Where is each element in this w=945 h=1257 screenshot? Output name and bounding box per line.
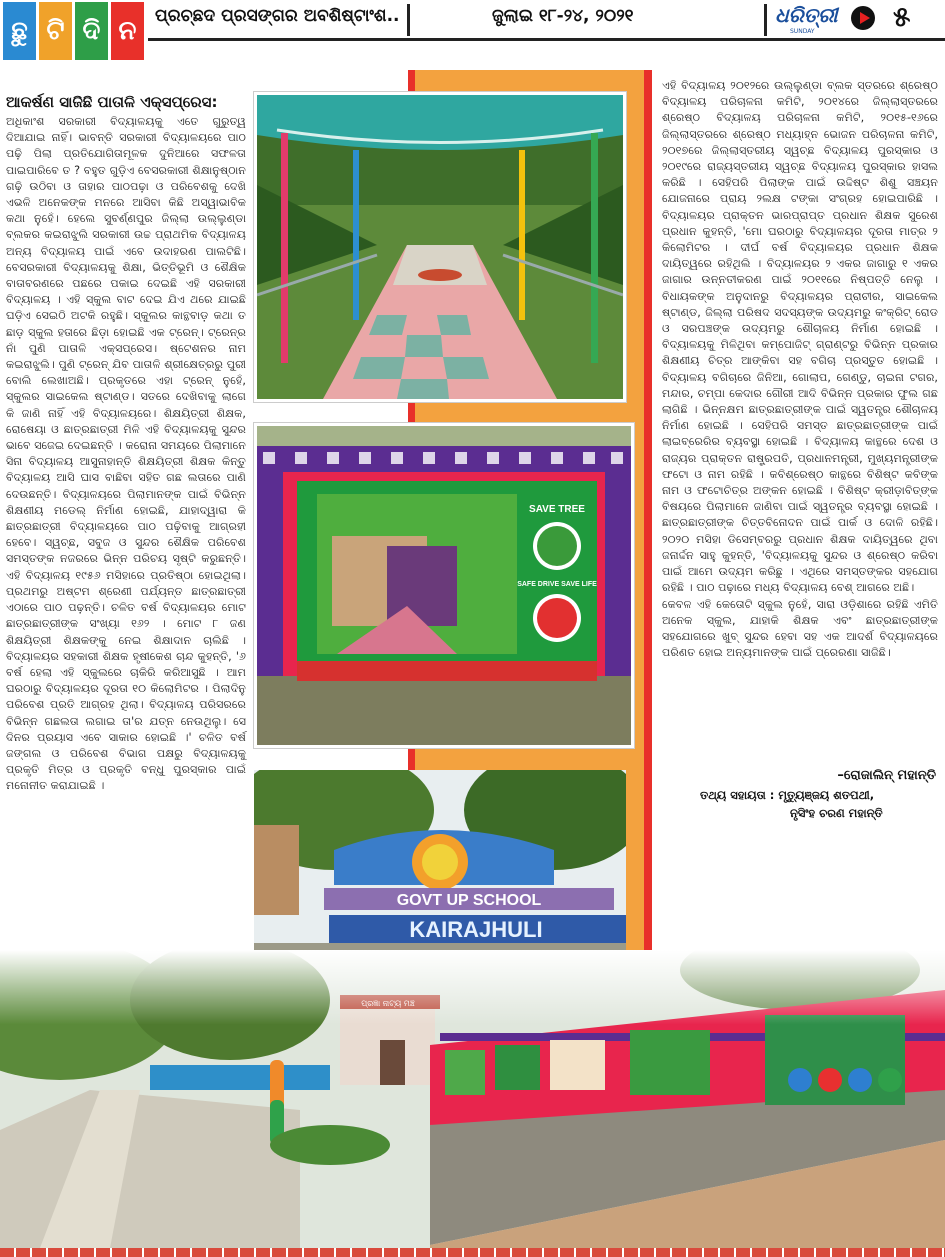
masthead-letter-3: ଦି <box>75 2 108 60</box>
bottom-border <box>0 1248 945 1257</box>
author-byline: –ରୋଜାଲିନ୍ ମହାନ୍ତି <box>837 768 936 783</box>
article-subheading: ଆକର୍ଷଣ ସାଜିଛି ପାତାଳି ଏକ୍ସପ୍ରେସ: <box>6 93 218 111</box>
credit-line-2: ନୃସିଂହ ଚରଣ ମହାନ୍ତି <box>790 806 883 820</box>
accent-strip-red-right <box>644 70 652 995</box>
right-body-text-closing: କେବଳ ଏହି କେତୋଟି ସ୍କୁଲ ନୁହେଁ, ସାରା ଓଡ଼ିଶାରେ ରହିଛି ଏମିତି ଅନେକ ସ୍କୁଲ, ଯାହାକି ଶିକ୍ଷକ ଏବଂ ଛାତ୍ରଛାତ୍ରୀଙ୍କ ସହଯୋଗରେ ଖୁବ୍ ସୁନ୍ଦର ହେବା ସହ ଏକ ଆଦର୍ଶ ବିଦ୍ୟାଳୟରେ ପରିଣତ ହୋଇ ଅନ୍ୟମାନଙ୍କ ପାଇଁ ପ୍ରେରଣା ସାଜିଛି। <box>662 597 938 660</box>
header-divider <box>407 4 410 36</box>
page-header <box>0 0 945 62</box>
photo-covered-walkway <box>254 92 626 402</box>
brand-subtitle: SUNDAY <box>790 28 815 35</box>
mural-save-tree-text: SAVE TREE <box>529 504 585 515</box>
issue-date: ଜୁଲାଇ ୧୮-୨୪, ୨୦୨୧ <box>492 6 634 26</box>
page-number: ୫ <box>893 0 911 33</box>
left-column <box>6 92 246 795</box>
photo-painted-mural-wall <box>254 423 634 748</box>
credit-line-1: ତଥ୍ୟ ସହାୟତା : ମୃତ୍ୟୁଞ୍ଜୟ ଶତପଥୀ, <box>700 788 875 802</box>
header-divider <box>764 4 767 36</box>
play-icon <box>851 6 875 30</box>
masthead-letter-1: ଛୁ <box>3 2 36 60</box>
gate-sign-line2: KAIRAJHULI <box>409 917 543 942</box>
header-rule <box>148 38 945 41</box>
gate-sign-line1: GOVT UP SCHOOL <box>396 892 542 909</box>
masthead-letter-4: ନ <box>111 2 144 60</box>
left-body-text: ଅଧିକାଂଶ ସରକାରୀ ବିଦ୍ୟାଳୟକୁ ଏତେ ଗୁରୁତ୍ୱ ଦିଆଯାଇ ନାହିଁ। ଭାବନ୍ତି ସରକାରୀ ବିଦ୍ୟାଳୟରେ ପାଠ ପଢ଼ି ପିଲା ପ୍ରତିଯୋଗିତାମୂଳକ ଦୁନିଆରେ ସଫଳତା ପାଇପାରିବେ ତ ? ବହୁତ ଗୁଡ଼ିଏ ବେସରକାରୀ ଶିକ୍ଷାନୁଷ୍ଠାନ ଗଢ଼ି ଉଠିବା ଓ ତାହାର ପାଠପଢ଼ା ଓ ପରିବେଶକୁ ଦେଖି ଏଭଳି ଅନେକଙ୍କ ମନରେ ଆସିବା କିଛି ଅସ୍ୱାଭାବିକ କଥା ନୁହେଁ। ହେଲେ ସୁବର୍ଣ୍ଣପୁର ଜିଲ୍ଲା ଉଲ୍ଲୁଣ୍ଡା ବ୍ଲକର କଇରାଝୁଲି ସରକାରୀ ଉଚ୍ଚ ପ୍ରାଥମିକ ବିଦ୍ୟାଳୟ ଅନ୍ୟ ବିଦ୍ୟାଳୟ ପାଇଁ ଏବେ ଉଦାହରଣ ପାଲଟିଛି। ବେସରକାରୀ ବିଦ୍ୟାଳୟକୁ ଶିକ୍ଷା, ଭିତ୍ତିଭୂମି ଓ ଶୈକ୍ଷିକ ବାତାବରଣରେ ପଛରେ ପକାଇ ଦେଇଛି ଏହି ସରକାରୀ ବିଦ୍ୟାଳୟ । ଏହି ସ୍କୁଲ ବାଟ ଦେଇ ଯିଏ ଥରେ ଯାଇଛି ଘଡ଼ିଏ ସେଇଠି ଅଟକି ରହୁଛି। ସ୍କୁଲର କାନ୍ଥବାଡ଼ କଥା ତ ଛାଡ଼ ସ୍କୁଲ ହତାରେ ଛିଡ଼ା ହୋଇଛି ଏକ ଟ୍ରେନ୍। ଟ୍ରେନ୍‌ର ନାଁ ପୁଣି ପାତାଳି ଏକ୍ସପ୍ରେସ। ଷ୍ଟେଶନର ନାମ କଇରାଝୁଲି। ପୁଣି ଟ୍ରେନ୍ ଯିବ ପାତାଳି ଶ୍ରୀକ୍ଷେତ୍ରରୁ ପୁରୀ ବୋଲି ଲେଖାଅଛି। ପ୍ରକୃତରେ ଏହା ଟ୍ରେନ୍ ନୁହେଁ, ସ୍କୁଲର ସାଇକେଲ ଷ୍ଟାଣ୍ଡ। ସତରେ ଦେଖିବାକୁ ଲାଗେ କି ଜାଣି ନାହିଁ ଏହି ବିଦ୍ୟାଳୟରେ। ଶିକ୍ଷୟିତ୍ରୀ ଶିକ୍ଷକ, ରୋଷେୟା ଓ ଛାତ୍ରଛାତ୍ରୀ ମିଳି ଏହି ବିଦ୍ୟାଳୟକୁ ସୁନ୍ଦର ଭାବେ ସଜେଇ ଦେଇଛନ୍ତି । କରୋନା ସମୟରେ ପିଲାମାନେ ସିନା ବିଦ୍ୟାଳୟ ଆସୁନାହାନ୍ତି ଶିକ୍ଷୟିତ୍ରୀ ଶିକ୍ଷକ କିନ୍ତୁ ବିଦ୍ୟାଳୟ ଆସି ଘାସ ବାଛିବା ସହିତ ଗଛ ଲତାରେ ପାଣି ଦେଉଛନ୍ତି। ବିଦ୍ୟାଳୟରେ ପିଲାମାନଙ୍କ ପାଇଁ ବିଭିନ୍ନ ଶିକ୍ଷଣୀୟ ମଡେଲ୍ ନିର୍ମାଣ ହୋଇଛି, ଯାହାଦ୍ୱାରା କି ଛାତ୍ରଛାତ୍ରୀ ବିଦ୍ୟାଳୟରେ ପାଠ ପଢ଼ିବାକୁ ଆଗ୍ରହୀ ହେବେ। ସ୍ୱଚ୍ଛ, ସବୁଜ ଓ ସୁନ୍ଦର ଶୈକ୍ଷିକ ପରିବେଶ ସମସ୍ତଙ୍କ ନଜରରେ ଭିନ୍ନ ପରିଚୟ ସୃଷ୍ଟି କରୁଛନ୍ତି। ଏହି ବିଦ୍ୟାଳୟ ୧୯୫୬ ମସିହାରେ ପ୍ରତିଷ୍ଠା ହୋଇଥିଲା। ପ୍ରଥମରୁ ଅଷ୍ଟମ ଶ୍ରେଣୀ ପର୍ଯ୍ୟନ୍ତ ଛାତ୍ରଛାତ୍ରୀ ଏଠାରେ ପାଠ ପଢ଼ନ୍ତି। ଚଳିତ ବର୍ଷ ବିଦ୍ୟାଳୟର ମୋଟ ଛାତ୍ରଛାତ୍ରୀଙ୍କ ସଂଖ୍ୟା ୧୬୨ । ମୋଟ ୮ ଜଣ ଶିକ୍ଷୟିତ୍ରୀ ଶିକ୍ଷକଙ୍କୁ ନେଇ ଶିକ୍ଷାଦାନ ଚାଲିଛି । ବିଦ୍ୟାଳୟର ସହକାରୀ ଶିକ୍ଷକ ହୃଷୀକେଶ ଚାନ୍ଦ କୁହନ୍ତି, '୬ ବର୍ଷ ହେଲା ଏହି ସ୍କୁଲରେ ଚାକିରି କରିଆସୁଛି । ଆମ ଘରଠାରୁ ବିଦ୍ୟାଳୟର ଦୂରତା ୧୦ କିଲୋମିଟର । ପିଲାଦିନୁ ପରିବେଶ ପ୍ରତି ଆଗ୍ରହ ଥିଲା। ବିଦ୍ୟାଳୟ ପରିସରରେ ବିଭିନ୍ନ ଗଛଲତା ଲଗାଇ ତା'ର ଯତ୍ନ ନେଉଥିଲୁ। ସେ ଦିନର ପ୍ରୟାସ ଏବେ ସାକାର ହୋଇଛି ।' ଚଳିତ ବର୍ଷ ଜଙ୍ଗଲ ଓ ପରିବେଶ ବିଭାଗ ପକ୍ଷରୁ ବିଦ୍ୟାଳୟକୁ ପ୍ରକୃତି ମିତ୍ର ଓ ପ୍ରକୃତି ବନ୍ଧୁ ପୁରସ୍କାର ପାଇଁ ମନୋନୀତ କରାଯାଇଛି । <box>6 115 246 793</box>
brand-logo: ଧରିତ୍ରୀ <box>775 3 838 27</box>
mural-safe-drive-text: SAFE DRIVE SAVE LIFE <box>517 581 597 588</box>
right-body-text: ଏହି ବିଦ୍ୟାଳୟ ୨୦୧୨ରେ ଉଲ୍ଲୁଣ୍ଡା ବ୍ଲକ ସ୍ତରରେ ଶ୍ରେଷ୍ଠ ବିଦ୍ୟାଳୟ ପରିଚାଳନା କମିଟି, ୨୦୧୪ରେ ଜିଲ୍ଲାସ୍ତରରେ ଶ୍ରେଷ୍ଠ ବିଦ୍ୟାଳୟ ପରିଚାଳନା କମିଟି, ୨୦୧୫-୧୬ରେ ଜିଲ୍ଲାସ୍ତରରେ ଶ୍ରେଷ୍ଠ ମଧ୍ୟାହ୍ନ ଭୋଜନ ପରିଚାଳନା କମିଟି, ୨୦୧୭ରେ ଜିଲ୍ଲାସ୍ତରୀୟ ସ୍ୱଚ୍ଛ ବିଦ୍ୟାଳୟ ପୁରସ୍କାର ଓ ୨୦୧୯ରେ ରାଜ୍ୟସ୍ତରୀୟ ସ୍ୱଚ୍ଛ ବିଦ୍ୟାଳୟ ପୁରସ୍କାର ହାସଲ କରିଛି । ସେହିପରି ପିଲାଙ୍କ ପାଇଁ ଉଦ୍ଦିଷ୍ଟ ଶିଶୁ ସଞ୍ଚୟନ ଯୋଜନାରେ ପ୍ରାୟ ୨ଲକ୍ଷ ଟଙ୍କା ସଂଗ୍ରହ ହୋଇପାରିଛି । ବିଦ୍ୟାଳୟର ପ୍ରାକ୍ତନ ଭାରପ୍ରାପ୍ତ ପ୍ରଧାନ ଶିକ୍ଷକ ସୁରେଶ ପ୍ରଧାନ କୁହନ୍ତି, 'ମୋ ଘରଠାରୁ ବିଦ୍ୟାଳୟର ଦୂରତା ମାତ୍ର ୨ କିଲୋମିଟର । ଦୀର୍ଘ ବର୍ଷ ବିଦ୍ୟାଳୟର ପ୍ରଧାନ ଶିକ୍ଷକ ଦାୟିତ୍ୱରେ ରହିଥିଲି । ବିଦ୍ୟାଳୟର ୨ ଏକର ଜାଗାରୁ ୧ ଏକର ଜାଗାର ଉନ୍ନତୀକରଣ ପାଇଁ ୨୦୧୧ରେ ନିଷ୍ପତ୍ତି ନେଲୁ । ବିଧାୟକଙ୍କ ଅନୁଦାନରୁ ବିଦ୍ୟାଳୟର ପ୍ରାଚୀର, ସାଇକେଲ ଷ୍ଟାଣ୍ଡ, ଜିଲ୍ଲା ପରିଷଦ ସଦସ୍ୟଙ୍କ ଉଦ୍ୟମରୁ କଂକ୍ରିଟ୍ ରୋଡ ଓ ସରପଞ୍ଚଙ୍କ ଉଦ୍ୟମରୁ ଶୌଚାଳୟ ନିର୍ମାଣ ହୋଇଛି । ବିଦ୍ୟାଳୟକୁ ମିଳିଥିବା କମ୍ପୋଜିଟ୍ ଗ୍ରାଣ୍ଟରୁ ବିଭିନ୍ନ ପ୍ରକାର ଶିକ୍ଷଣୀୟ ଚିତ୍ର ଆଙ୍କିବା ସହ ବଗିଚା ପ୍ରସ୍ତୁତ ହୋଇଛି । ବିଦ୍ୟାଳୟ ବଗିଚାରେ ଜିନିଆ, ଗୋଲାପ, ଗେଣ୍ଡୁ, ଚାଇନା ଟଗର, ମନ୍ଦାର, ଚମ୍ପା କେଦାର ଗୌରୀ ଆଦି ବିଭିନ୍ନ ପ୍ରକାର ଫୁଲ ଗଛ ଲାଗିଛି । ଭିନ୍ନକ୍ଷମ ଛାତ୍ରଛାତ୍ରୀଙ୍କ ପାଇଁ ସ୍ୱତନ୍ତ୍ର ଶୌଚାଳୟ ନିର୍ମାଣ ହୋଇଛି । ସେହିପରି ସମସ୍ତ ଛାତ୍ରଛାତ୍ରୀଙ୍କ ପାଇଁ ଲାଇବ୍ରେରିର ବ୍ୟବସ୍ଥା ହୋଇଛି । ବିଦ୍ୟାଳୟ କାନ୍ଥରେ ଦେଶ ଓ ରାଜ୍ୟର ପ୍ରାକ୍ତନ ରାଷ୍ଟ୍ରପତି, ପ୍ରଧାନମନ୍ତ୍ରୀ, ମୁଖ୍ୟମନ୍ତ୍ରୀଙ୍କ ଫଟୋ ଓ ନାମ ରହିଛି । କବିଶ୍ରେଷ୍ଠ କାନ୍ଥରେ ବିଶିଷ୍ଟ କବିଙ୍କ ନାମ ଓ ଫଟୋଚିତ୍ର ଅଙ୍କନ ହୋଇଛି । ବିଶିଷ୍ଟ କ୍ରୀଡ଼ାବିତ୍‌ଙ୍କ ବିଷୟରେ ପିଲାମାନେ ଜାଣିବା ପାଇଁ ସ୍ୱତନ୍ତ୍ର ବ୍ୟବସ୍ଥା ହୋଇଛି । ଛାତ୍ରଛାତ୍ରୀଙ୍କ ଚିତ୍ତବିନୋଦନ ପାଇଁ ପାର୍କ ଓ ଦୋଳି ରହିଛି। ୨୦୨୦ ମସିହା ଡିସେମ୍ବରରୁ ପ୍ରଧାନ ଶିକ୍ଷକ ଦାୟିତ୍ୱରେ ଥିବା ଜନାର୍ଦ୍ଦନ ସାହୁ କୁହନ୍ତି, 'ବିଦ୍ୟାଳୟକୁ ସୁନ୍ଦର ଓ ଶ୍ରେଷ୍ଠ କରିବା ପାଇଁ ଆମେ ଉଦ୍ୟମ କରିଛୁ । ଏଥିରେ ସମସ୍ତଙ୍କର ସହଯୋଗ ରହିଛି । ପାଠ ପଢ଼ାରେ ମଧ୍ୟ ବିଦ୍ୟାଳୟ ବେଶ୍ ଆଗରେ ଅଛି। <box>662 79 938 595</box>
masthead-letter-2: ଟି <box>39 2 72 60</box>
right-column <box>662 78 938 661</box>
section-title: ପ୍ରଚ୍ଛଦ ପ୍ରସଙ୍ଗର ଅବଶିଷ୍ଟାଂଶ.. <box>155 6 400 26</box>
photo-school-campus-collage <box>0 950 945 1248</box>
